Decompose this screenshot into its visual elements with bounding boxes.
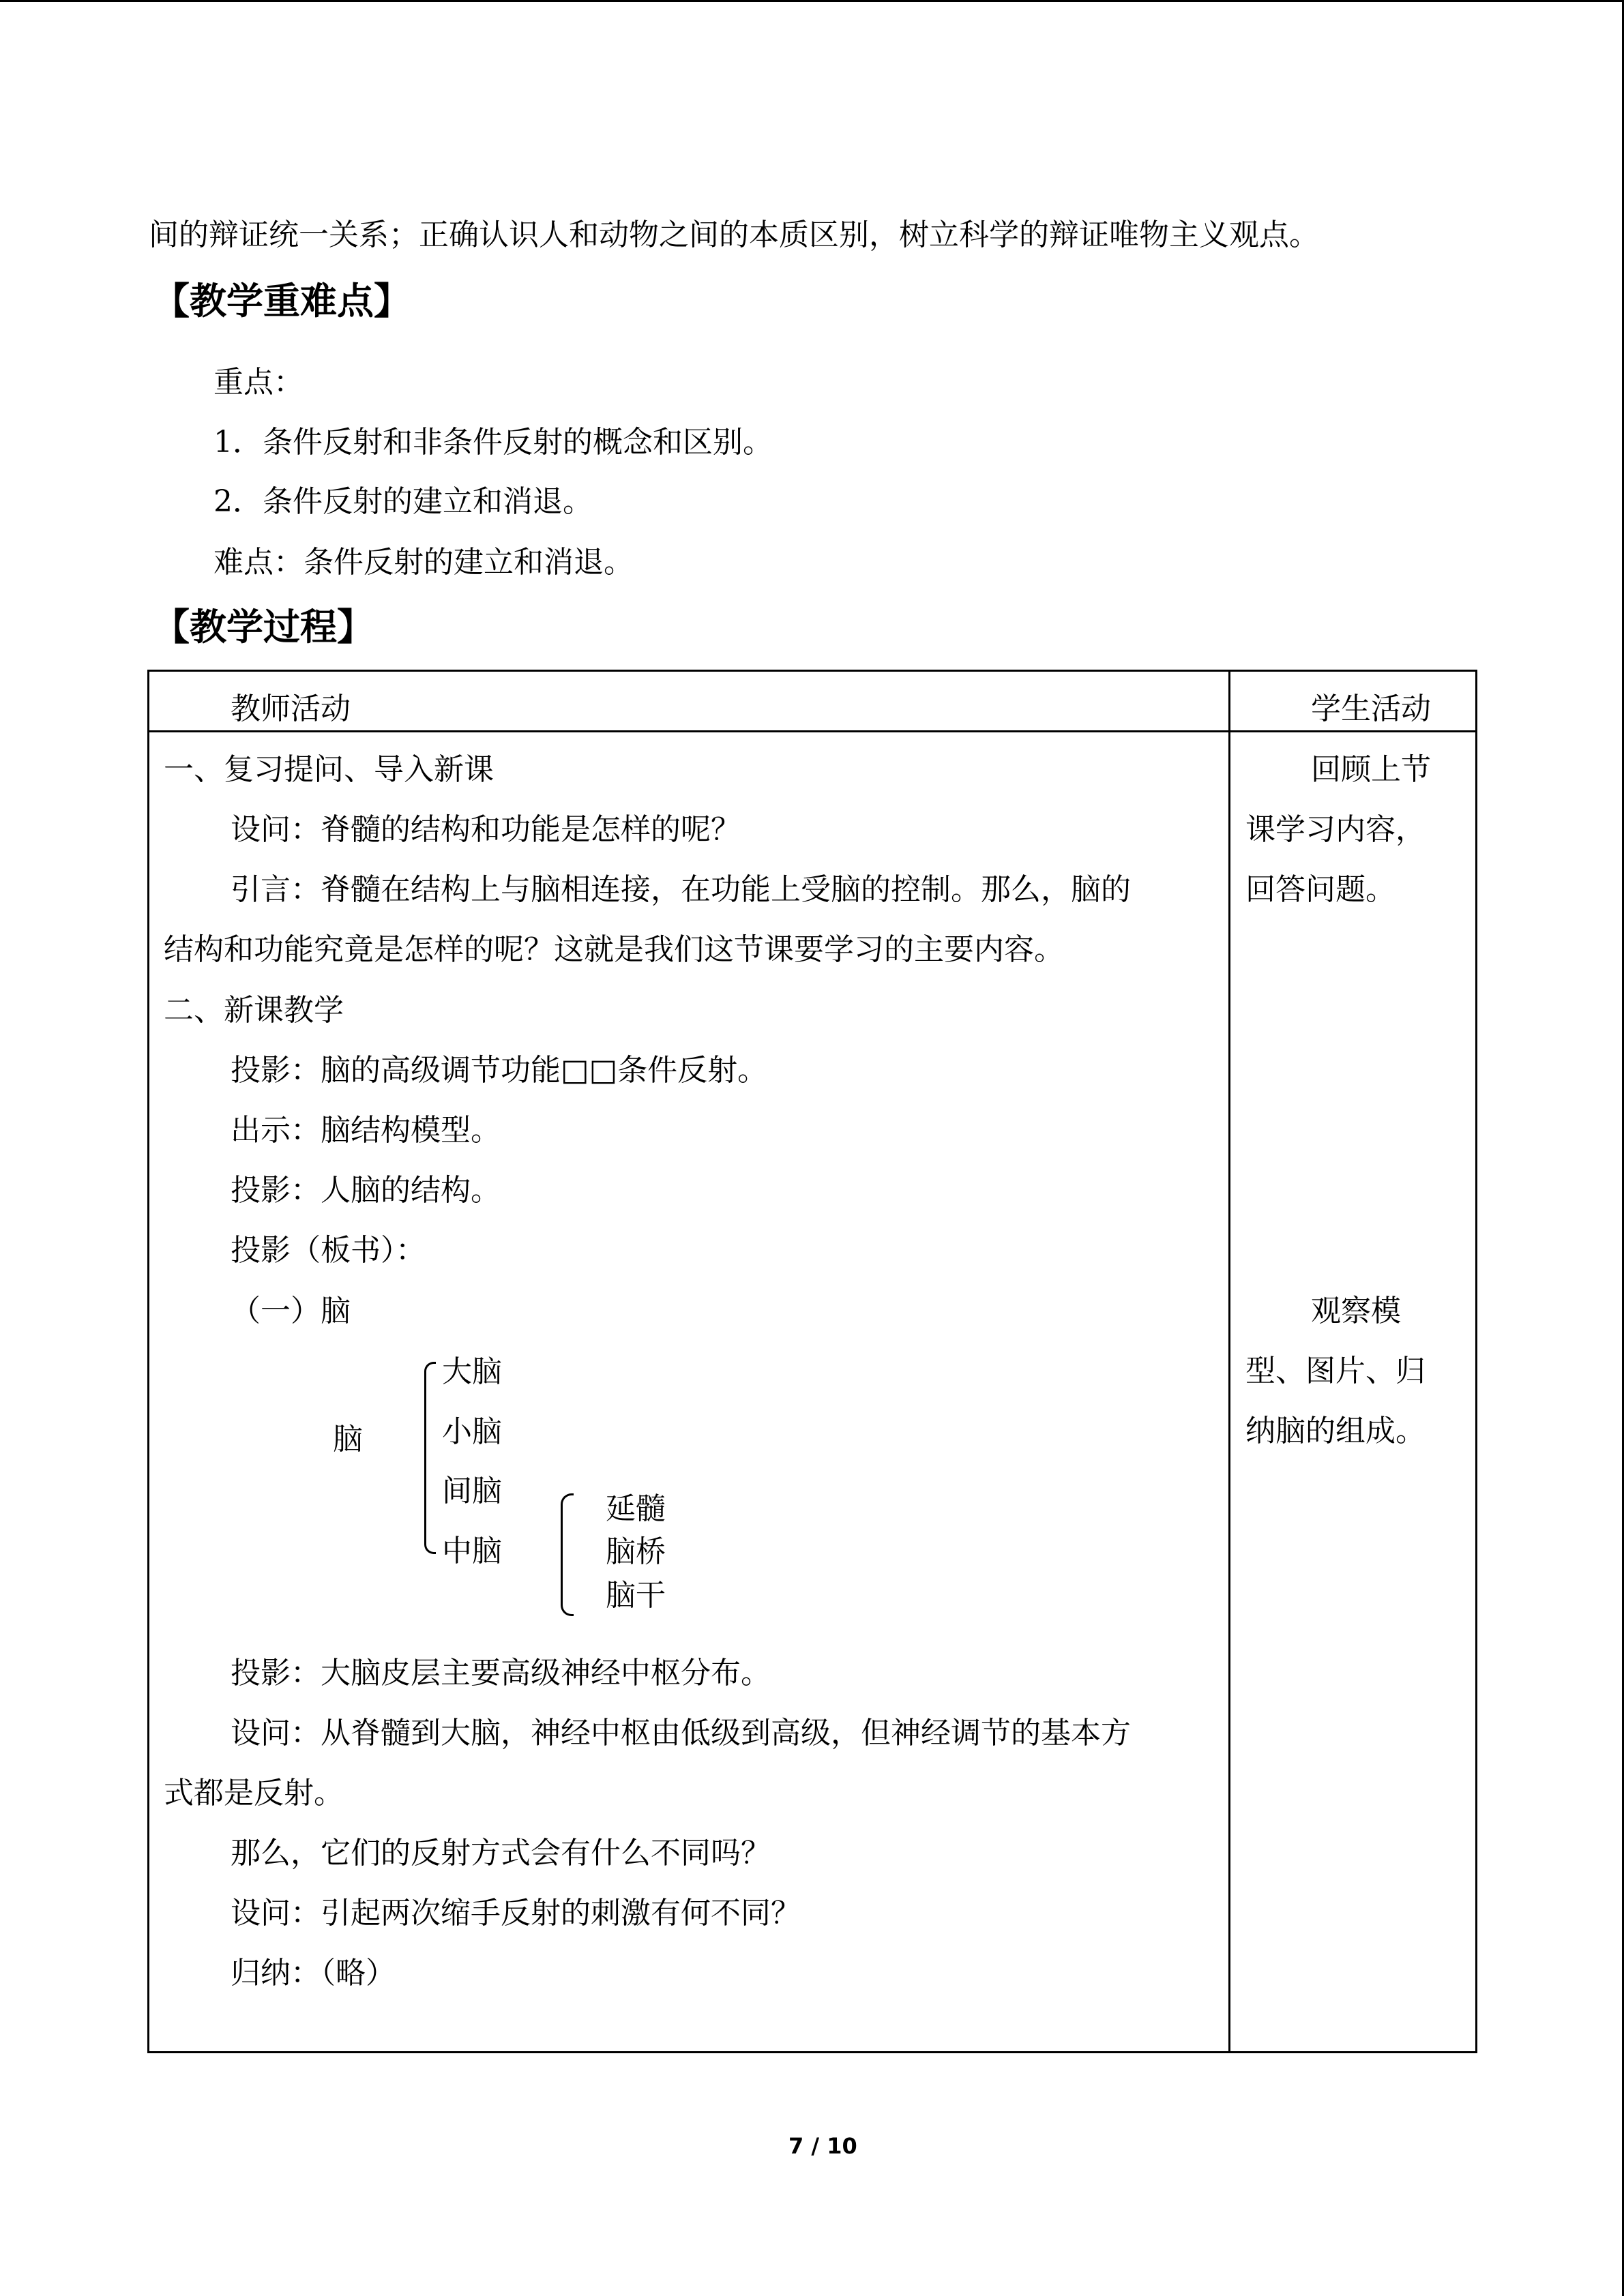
focus-item-1: 1．条件反射和非条件反射的概念和区别。 bbox=[213, 425, 773, 460]
table-header-border bbox=[147, 730, 1477, 732]
intro-continuation: 间的辩证统一关系；正确认识人和动物之间的本质区别，树立科学的辩证唯物主义观点。 bbox=[149, 218, 1319, 252]
diagram-part: 中脑 bbox=[442, 1534, 502, 1568]
table-top-border bbox=[147, 670, 1477, 672]
student-line: 课学习内容， bbox=[1245, 812, 1426, 847]
table-left-border bbox=[147, 670, 149, 2053]
diagram-sub: 脑桥 bbox=[606, 1534, 666, 1569]
header-teacher-activity: 教师活动 bbox=[231, 691, 351, 726]
header-student-activity: 学生活动 bbox=[1311, 691, 1431, 726]
student-line: 纳脑的组成。 bbox=[1245, 1414, 1426, 1448]
diagram-sub: 延髓 bbox=[606, 1491, 666, 1526]
table-right-border bbox=[1475, 670, 1477, 2053]
process-heading: 【教学过程】 bbox=[153, 605, 374, 648]
diagram-part: 间脑 bbox=[442, 1474, 502, 1508]
teacher-line: 投影：大脑皮层主要高级神经中枢分布。 bbox=[231, 1656, 771, 1690]
teacher-line: 引言：脊髓在结构上与脑相连接，在功能上受脑的控制。那么，脑的 bbox=[231, 872, 1131, 907]
student-line: 回答问题。 bbox=[1245, 872, 1396, 907]
diagram-brace-sub bbox=[561, 1493, 574, 1616]
difficulty-line: 难点：条件反射的建立和消退。 bbox=[213, 545, 634, 580]
teacher-line: 设问：脊髓的结构和功能是怎样的呢？ bbox=[231, 812, 741, 847]
teacher-line: 一、复习提问、导入新课 bbox=[164, 752, 494, 787]
teacher-line: （一）脑 bbox=[231, 1294, 351, 1328]
student-line: 观察模 bbox=[1311, 1294, 1401, 1328]
teacher-line: 式都是反射。 bbox=[164, 1776, 344, 1810]
focus-label: 重点： bbox=[213, 365, 304, 400]
diagram-brace-main bbox=[424, 1362, 436, 1554]
teacher-line: 设问：从脊髓到大脑，神经中枢由低级到高级，但神经调节的基本方 bbox=[231, 1716, 1131, 1750]
teacher-line: 归纳：（略） bbox=[231, 1956, 396, 1991]
table-column-divider bbox=[1228, 670, 1230, 2053]
key-points-heading: 【教学重难点】 bbox=[153, 279, 411, 323]
teacher-line: 投影（板书）： bbox=[231, 1233, 426, 1268]
student-line: 回顾上节 bbox=[1311, 752, 1431, 787]
diagram-part: 大脑 bbox=[442, 1354, 502, 1389]
page-number: 7 / 10 bbox=[788, 2133, 857, 2159]
teacher-line: 那么，它们的反射方式会有什么不同吗？ bbox=[231, 1836, 771, 1870]
teacher-line: 二、新课教学 bbox=[164, 993, 344, 1028]
table-bottom-border bbox=[147, 2051, 1477, 2053]
teacher-line: 投影：人脑的结构。 bbox=[231, 1173, 501, 1208]
teacher-line: 出示：脑结构模型。 bbox=[231, 1113, 501, 1148]
student-line: 型、图片、归 bbox=[1245, 1354, 1426, 1388]
diagram-root: 脑 bbox=[333, 1422, 363, 1457]
page-top-border bbox=[0, 0, 1624, 2]
teacher-line: 投影：脑的高级调节功能□□条件反射。 bbox=[231, 1053, 768, 1088]
teacher-line: 结构和功能究竟是怎样的呢？这就是我们这节课要学习的主要内容。 bbox=[164, 932, 1064, 967]
diagram-sub: 脑干 bbox=[606, 1578, 666, 1613]
teacher-line: 设问：引起两次缩手反射的刺激有何不同？ bbox=[231, 1896, 801, 1930]
focus-item-2: 2．条件反射的建立和消退。 bbox=[213, 484, 593, 519]
diagram-part: 小脑 bbox=[442, 1414, 502, 1449]
